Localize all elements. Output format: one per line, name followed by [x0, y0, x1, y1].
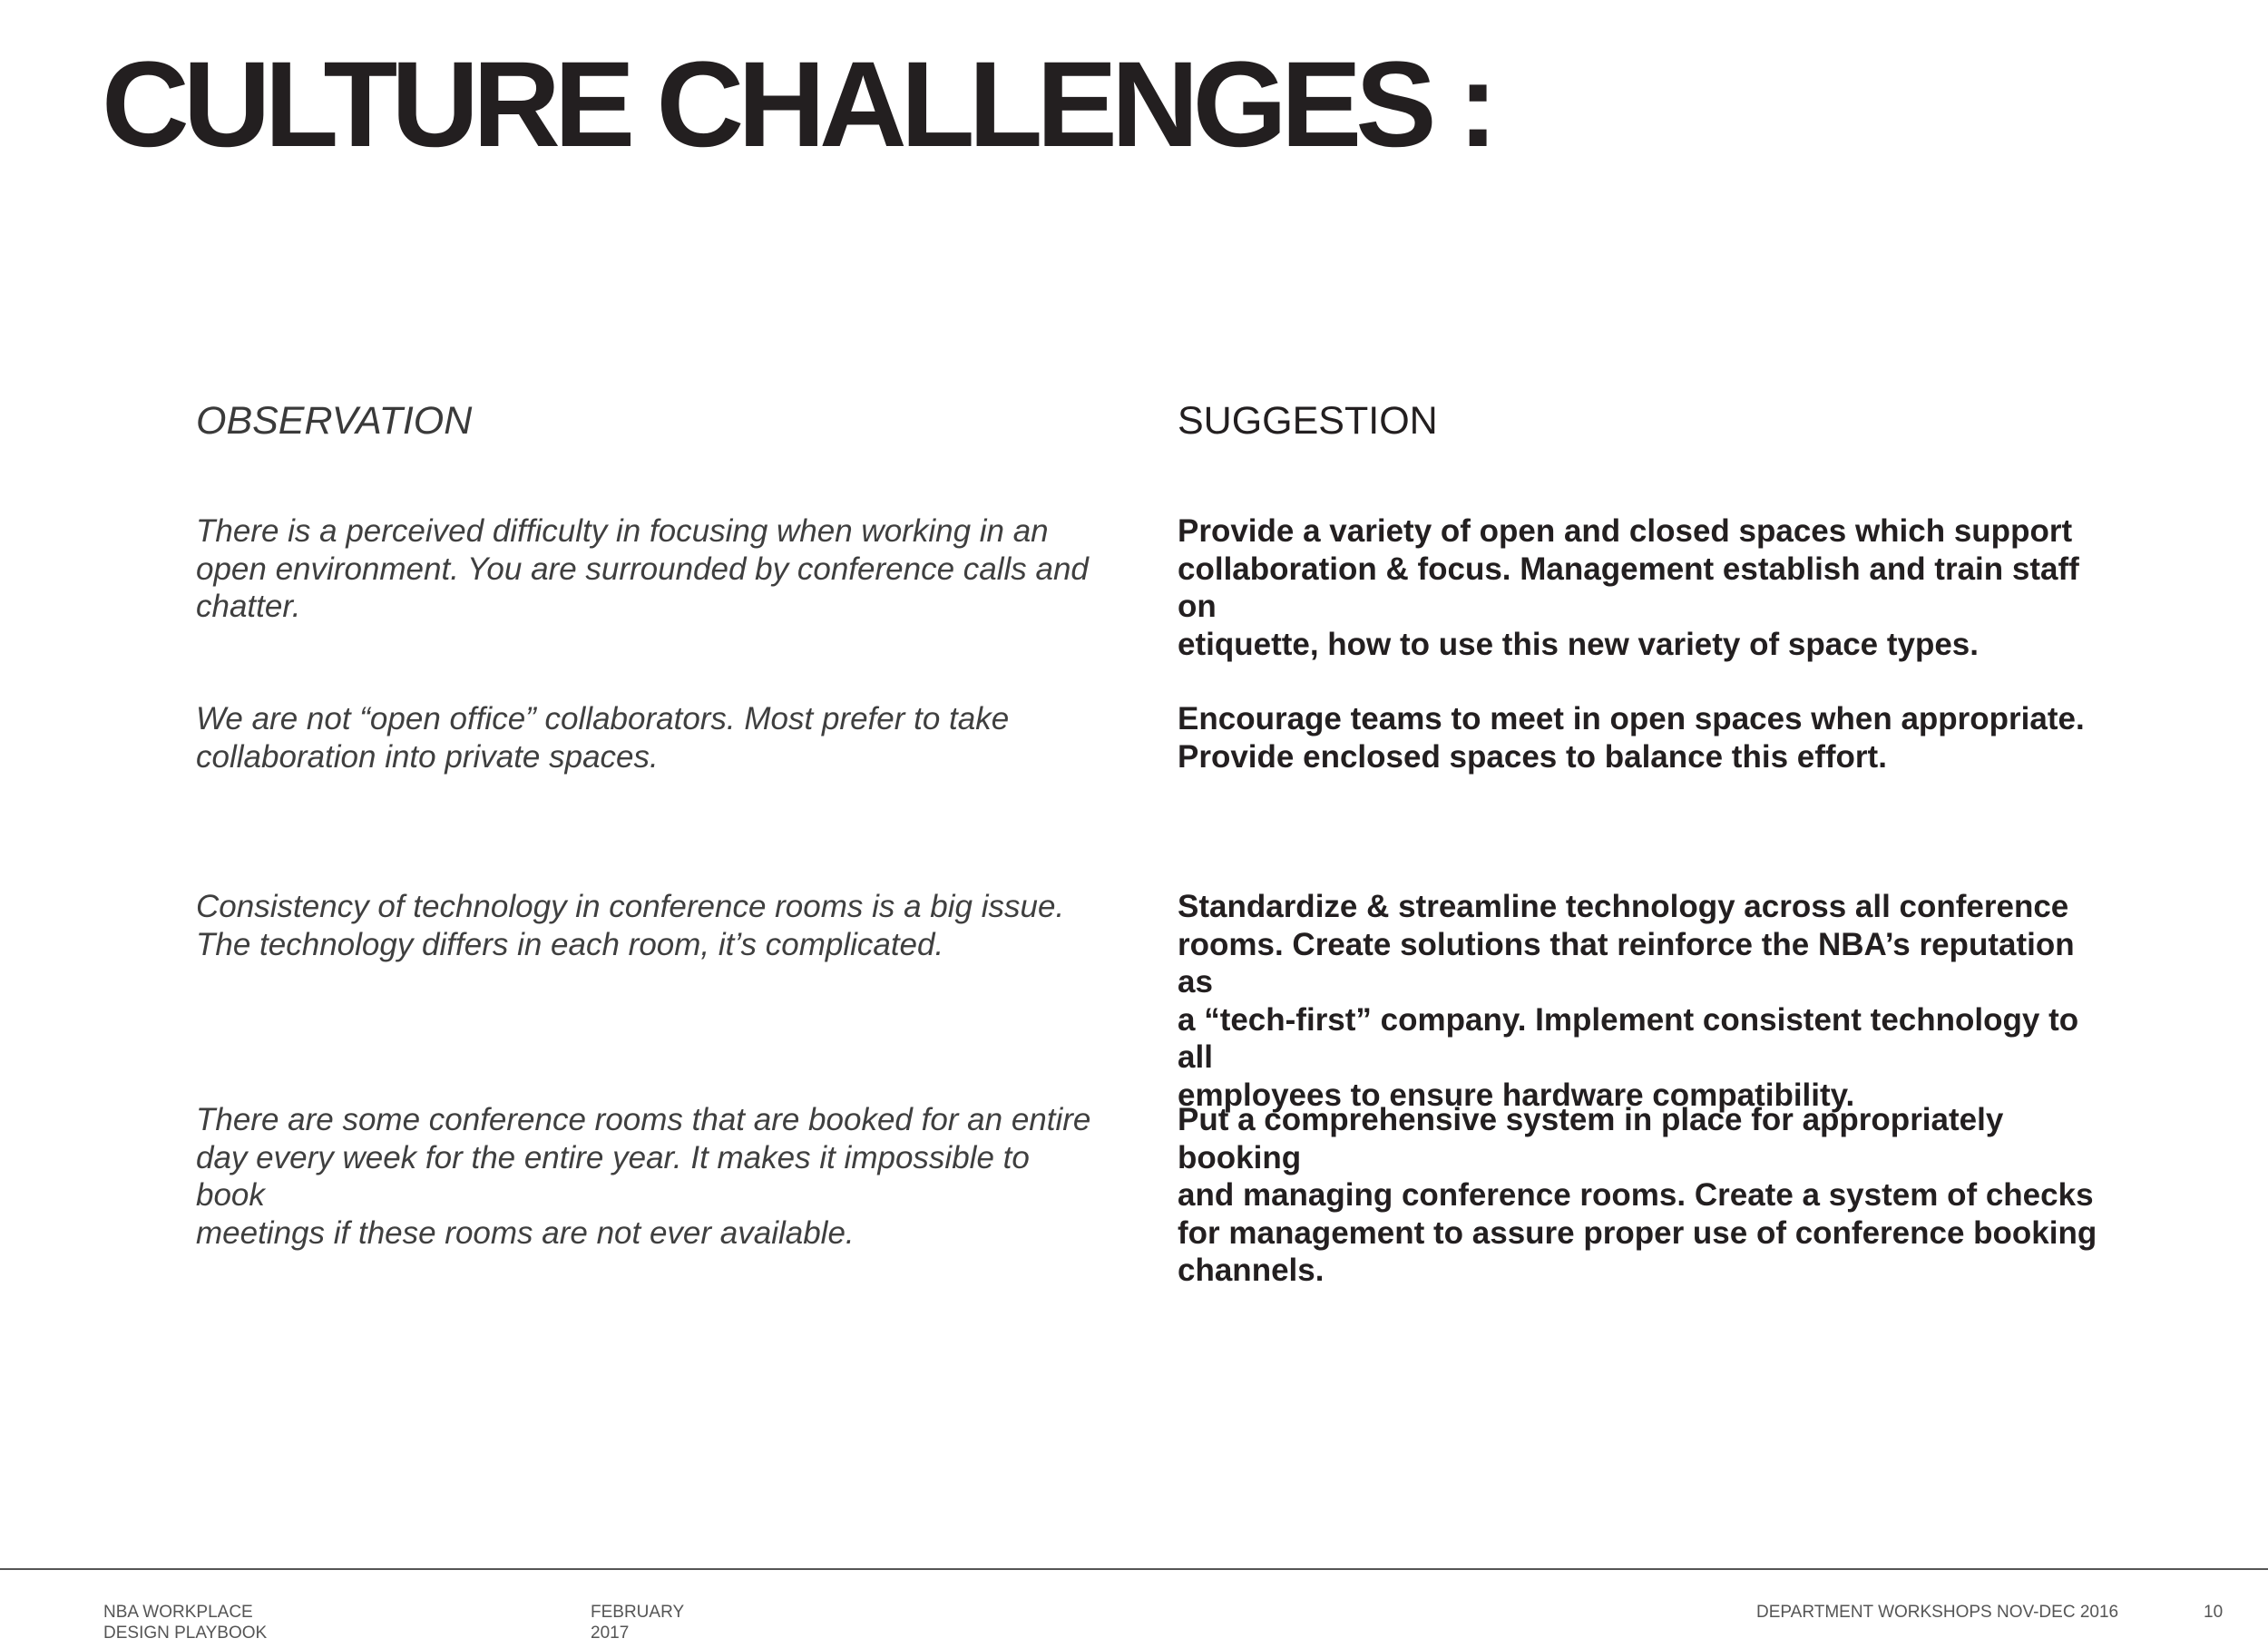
suggestion-text: Put a comprehensive system in place for appropriately booking and managing conference rooms. Create a system of checks for management to assure proper use of conference booking channels. [1178, 1102, 2097, 1288]
suggestion-text: Standardize & streamline technology across all conference rooms. Create solutions that reinforce the NBA’s reputation as a “tech-first” company. Implement consistent technology to all employees to ensure hardware compatibility. [1178, 889, 2079, 1113]
footer-publication-title: NBA WORKPLACE DESIGN PLAYBOOK [103, 1603, 268, 1643]
footer-divider [0, 1568, 2268, 1570]
observation-text: Consistency of technology in conference rooms is a big issue. The technology differs in each room, it’s complicated. [196, 889, 1065, 962]
footer-section-label: DEPARTMENT WORKSHOPS NOV-DEC 2016 [1756, 1603, 2119, 1622]
suggestion-heading: SUGGESTION [1178, 399, 1438, 443]
observation-text: There is a perceived difficulty in focusing when working in an open environment. You are surrounded by conference calls and chatter. [196, 513, 1089, 624]
suggestion-text: Encourage teams to meet in open spaces when appropriate. Provide enclosed spaces to balance this effort. [1178, 701, 2085, 775]
suggestion-text: Provide a variety of open and closed spaces which support collaboration & focus. Management establish and train staff on etiquette, how to use this new variety of space types. [1178, 513, 2079, 662]
observation-text: There are some conference rooms that are booked for an entire day every week for the entire year. It makes it impossible to book meetings if these rooms are not ever available. [196, 1102, 1091, 1251]
page-title: CULTURE CHALLENGES : [102, 37, 1492, 172]
page-number: 10 [2204, 1603, 2224, 1622]
observation-text: We are not “open office” collaborators. Most prefer to take collaboration into private spaces. [196, 701, 1010, 775]
footer-date: FEBRUARY 2017 [591, 1603, 685, 1643]
observation-heading: OBSERVATION [196, 399, 473, 443]
